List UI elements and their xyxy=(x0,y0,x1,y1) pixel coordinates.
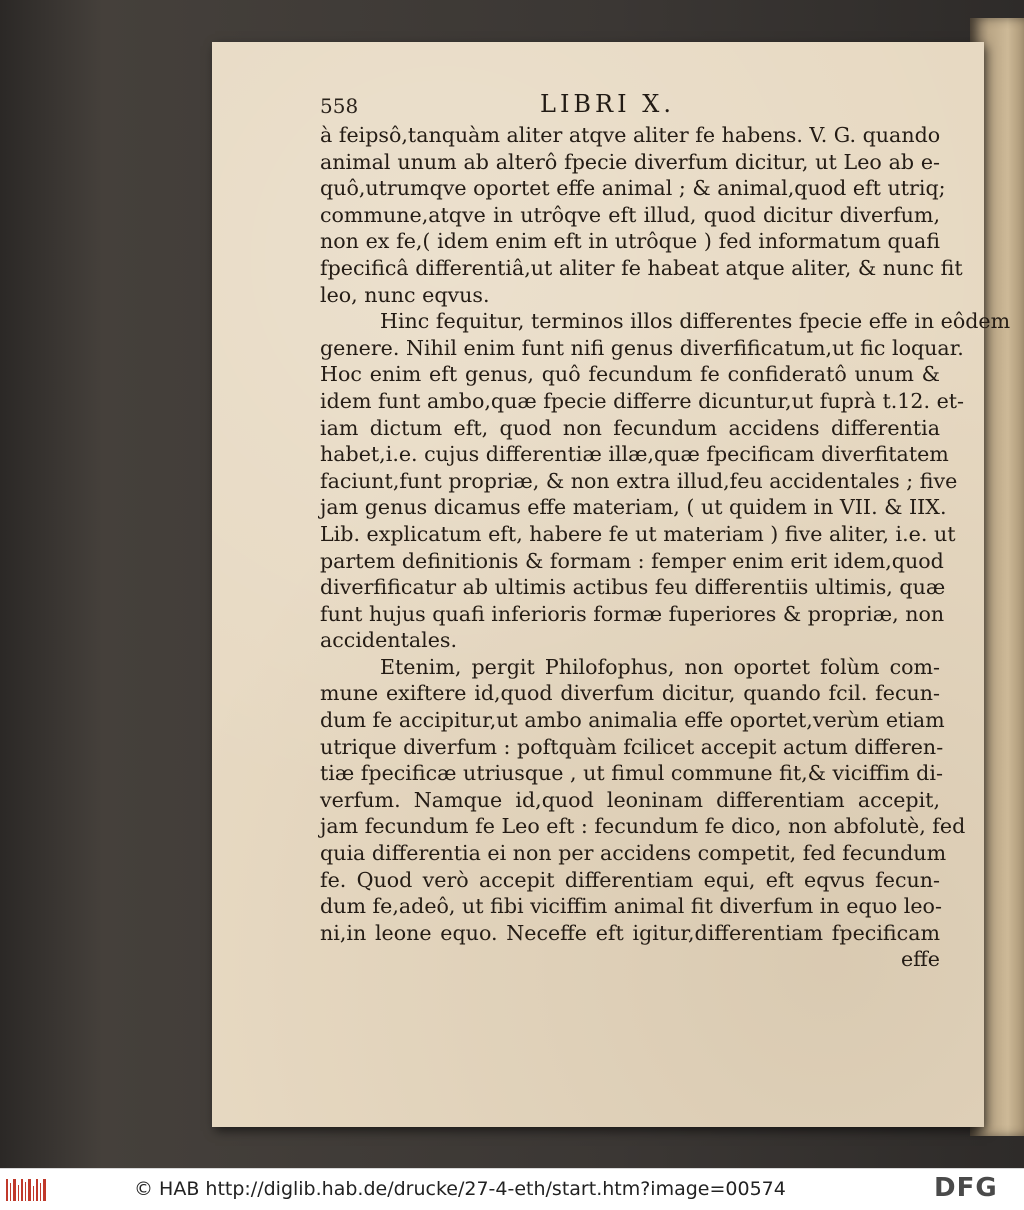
barcode-logo-icon xyxy=(6,1177,48,1207)
text-line: verfum. Namque id,quod leoninam differentiam accepit, xyxy=(320,787,940,812)
text-line: idem funt ambo,quæ fpecie differre dicuntur,ut fuprà t.12. et- xyxy=(320,388,964,413)
book-page xyxy=(212,42,1011,1127)
text-line: fpecificâ differentiâ,ut aliter fe habeat atque aliter, & nunc fit xyxy=(320,255,963,280)
text-line: ni,in leone equo. Neceffe eft igitur,differentiam fpecificam xyxy=(320,920,940,945)
text-line: faciunt,funt propriæ, & non extra illud,feu accidentales ; five xyxy=(320,468,958,493)
viewer-footer xyxy=(0,1168,1024,1210)
text-line: dum fe,adeô, ut fibi viciffim animal fit diverfum in equo leo- xyxy=(320,894,942,919)
text-line: animal unum ab alterô fpecie diverfum dicitur, ut Leo ab e- xyxy=(320,149,940,174)
dfg-logo: DFG xyxy=(934,1173,998,1203)
running-head xyxy=(320,88,940,122)
running-head-title: LIBRI X. xyxy=(540,90,675,118)
text-line: Hoc enim eft genus, quô fecundum fe confideratô unum & xyxy=(320,362,940,387)
text-line: funt hujus quafi inferioris formæ fuperiores & propriæ, non xyxy=(320,601,945,626)
text-line: mune exiftere id,quod diverfum dicitur, quando fcil. fecun- xyxy=(320,681,940,706)
text-line: quia differentia ei non per accidens competit, fed fecundum xyxy=(320,841,947,866)
text-line: accidentales. xyxy=(320,628,458,653)
text-line: fe. Quod verò accepit differentiam equi, eft eqvus fecun- xyxy=(320,867,940,892)
text-line: dum fe accipitur,ut ambo animalia effe oportet,verùm etiam xyxy=(320,708,945,733)
text-line: jam fecundum fe Leo eft : fecundum fe dico, non abfolutè, fed xyxy=(320,814,966,839)
text-line: commune,atqve in utrôqve eft illud, quod dicitur diverfum, xyxy=(320,202,940,227)
text-line: iam dictum eft, quod non fecundum accidens differentia xyxy=(320,415,940,440)
text-line: habet,i.e. cujus differentiæ illæ,quæ fpecificam diverfitatem xyxy=(320,442,949,467)
text-line: partem definitionis & formam : femper enim erit idem,quod xyxy=(320,548,944,573)
text-line: diverfificatur ab ultimis actibus feu differentiis ultimis, quæ xyxy=(320,575,946,600)
text-body xyxy=(320,122,1011,973)
text-line: Lib. explicatum eft, habere fe ut materiam ) five aliter, i.e. ut xyxy=(320,521,956,546)
page-text-block xyxy=(320,88,1011,973)
text-line: tiæ fpecificæ utriusque , ut fimul commune fit,& viciffim di- xyxy=(320,761,943,786)
text-line: utrique diverfum : poftquàm fcilicet accepit actum differen- xyxy=(320,734,944,759)
text-line: Etenim, pergit Philofophus, non oportet folùm com- xyxy=(380,654,940,679)
text-line: quô,utrumqve oportet effe animal ; & animal,quod eft utriq; xyxy=(320,176,946,201)
text-line: Hinc fequitur, terminos illos differentes fpecie effe in eôdem xyxy=(380,309,1011,334)
catchword: effe xyxy=(900,947,940,972)
copyright-link[interactable]: © HAB http://diglib.hab.de/drucke/27-4-eth/start.htm?image=00574 xyxy=(134,1178,786,1200)
page-number: 558 xyxy=(320,94,359,118)
text-line: non ex fe,( idem enim eft in utrôque ) fed informatum quafi xyxy=(320,229,940,254)
text-line: genere. Nihil enim funt nifi genus diverfificatum,ut fic loquar. xyxy=(320,335,964,360)
text-line: jam genus dicamus effe materiam, ( ut quidem in VII. & IIX. xyxy=(320,495,947,520)
text-line: leo, nunc eqvus. xyxy=(320,282,490,307)
text-line: à feipsô,tanquàm aliter atqve aliter fe habens. V. G. quando xyxy=(320,123,941,147)
